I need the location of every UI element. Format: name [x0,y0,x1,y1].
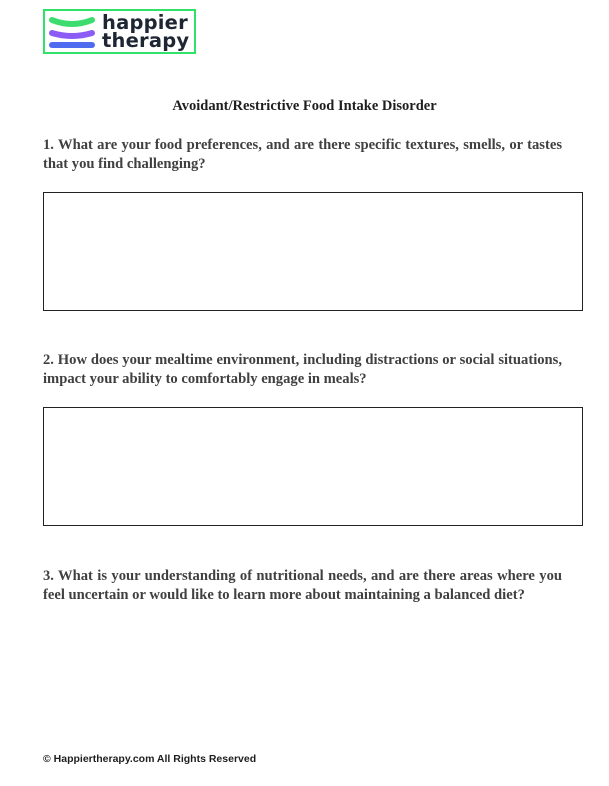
page-title: Avoidant/Restrictive Food Intake Disorder [172,98,437,114]
question-2: 2. How does your mealtime environment, including distractions or social situations, impact your ability to comfortably engage in meals? [43,352,562,387]
question-1: 1. What are your food preferences, and are there specific textures, smells, or tastes that you find challenging? [43,137,562,172]
logo-wordmark [102,10,190,52]
question-3: 3. What is your understanding of nutritional needs, and are there areas where you feel uncertain or would like to learn more about maintaining a balanced diet? [43,568,562,603]
answer-box-1[interactable] [43,192,583,311]
happier-therapy-logo [43,9,196,54]
logo-line-2: therapy [102,28,190,52]
logo-line-1: happier [102,10,188,34]
copyright-footer: © Happiertherapy.com All Rights Reserved [43,753,257,765]
logo-waves-icon [48,13,96,51]
answer-box-2[interactable] [43,407,583,526]
